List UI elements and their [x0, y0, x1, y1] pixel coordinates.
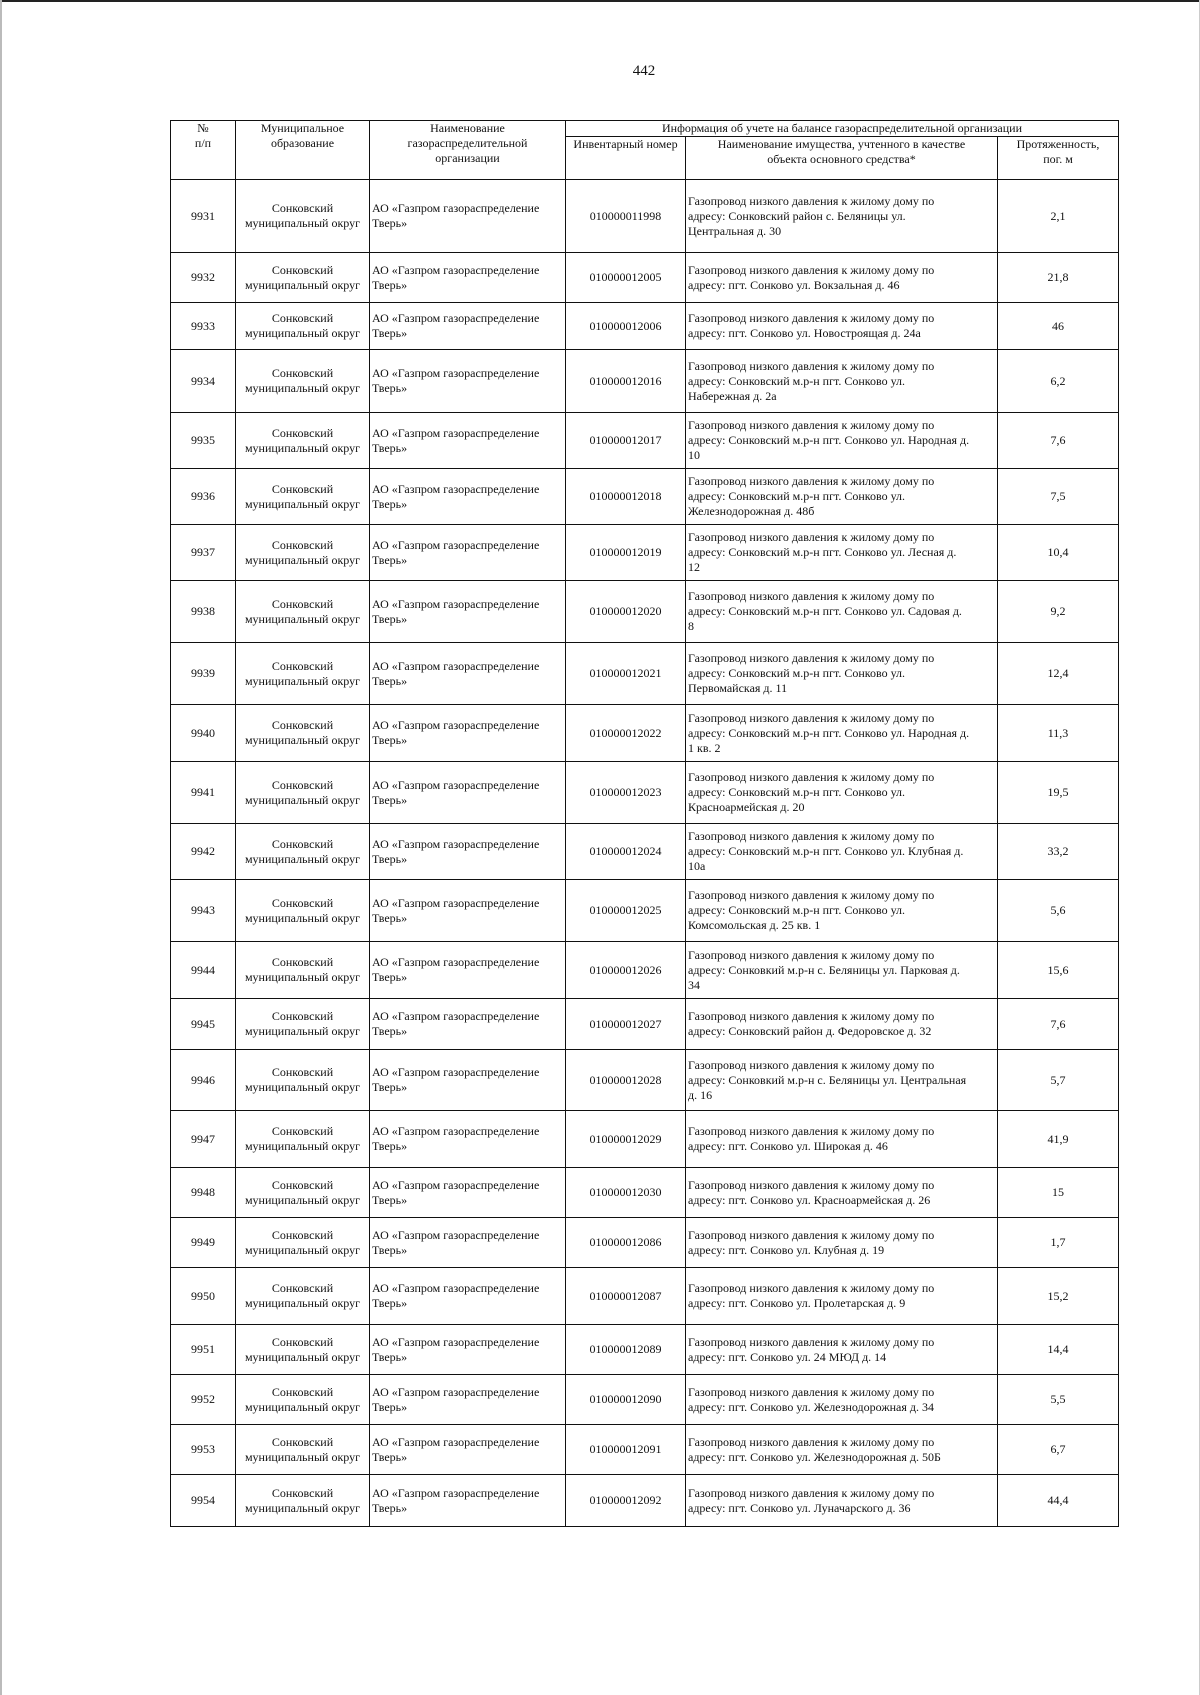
row-municipality: Сонковский муниципальный округ	[236, 350, 370, 413]
row-municipality: Сонковский муниципальный округ	[236, 1168, 370, 1218]
table-row	[171, 1475, 1119, 1527]
row-length: 6,2	[998, 350, 1119, 413]
row-municipality: Сонковский муниципальный округ	[236, 253, 370, 303]
row-inventory-number: 010000012090	[566, 1375, 686, 1425]
row-number: 9945	[171, 999, 236, 1050]
row-organization: АО «Газпром газораспределение Тверь»	[370, 1218, 566, 1268]
row-inventory-number: 010000012021	[566, 643, 686, 705]
table-row	[171, 705, 1119, 762]
row-inventory-number: 010000012086	[566, 1218, 686, 1268]
row-number: 9942	[171, 824, 236, 880]
row-property-description: Газопровод низкого давления к жилому дому по адресу: Сонковский м.р-н пгт. Сонково ул. Первомайская д. 11	[686, 643, 998, 705]
header-municipality: Муниципальное образование	[236, 121, 370, 180]
row-organization: АО «Газпром газораспределение Тверь»	[370, 469, 566, 525]
row-number: 9948	[171, 1168, 236, 1218]
row-length: 46	[998, 303, 1119, 350]
row-length: 15	[998, 1168, 1119, 1218]
row-number: 9943	[171, 880, 236, 942]
row-length: 7,6	[998, 413, 1119, 469]
row-municipality: Сонковский муниципальный округ	[236, 1218, 370, 1268]
row-length: 5,6	[998, 880, 1119, 942]
row-municipality: Сонковский муниципальный округ	[236, 581, 370, 643]
table-row	[171, 1425, 1119, 1475]
row-inventory-number: 010000012025	[566, 880, 686, 942]
row-municipality: Сонковский муниципальный округ	[236, 762, 370, 824]
gas-pipeline-ledger-table	[170, 120, 1119, 1527]
row-length: 44,4	[998, 1475, 1119, 1527]
row-municipality: Сонковский муниципальный округ	[236, 880, 370, 942]
row-property-description: Газопровод низкого давления к жилому дому по адресу: Сонковкий м.р-н с. Беляницы ул. Парковая д. 34	[686, 942, 998, 999]
table-row	[171, 1268, 1119, 1325]
table-row	[171, 350, 1119, 413]
table-row	[171, 942, 1119, 999]
row-number: 9944	[171, 942, 236, 999]
table-row	[171, 1325, 1119, 1375]
row-inventory-number: 010000012028	[566, 1050, 686, 1111]
row-property-description: Газопровод низкого давления к жилому дому по адресу: Сонковский м.р-н пгт. Сонково ул. Железнодорожная д. 48б	[686, 469, 998, 525]
row-number: 9941	[171, 762, 236, 824]
row-municipality: Сонковский муниципальный округ	[236, 1050, 370, 1111]
row-property-description: Газопровод низкого давления к жилому дому по адресу: Сонковский м.р-н пгт. Сонково ул. Народная д. 10	[686, 413, 998, 469]
row-organization: АО «Газпром газораспределение Тверь»	[370, 705, 566, 762]
row-property-description: Газопровод низкого давления к жилому дому по адресу: Сонковский район д. Федоровское д. 32	[686, 999, 998, 1050]
row-property-description: Газопровод низкого давления к жилому дому по адресу: Сонковский м.р-н пгт. Сонково ул. Лесная д. 12	[686, 525, 998, 581]
table-row	[171, 253, 1119, 303]
row-number: 9932	[171, 253, 236, 303]
row-property-description: Газопровод низкого давления к жилому дому по адресу: Сонковский м.р-н пгт. Сонково ул. Набережная д. 2а	[686, 350, 998, 413]
row-property-description: Газопровод низкого давления к жилому дому по адресу: Сонковский м.р-н пгт. Сонково ул. Народная д. 1 кв. 2	[686, 705, 998, 762]
row-municipality: Сонковский муниципальный округ	[236, 643, 370, 705]
header-accounting-info: Информация об учете на балансе газораспределительной организации	[566, 121, 1119, 137]
table-row	[171, 1111, 1119, 1168]
row-municipality: Сонковский муниципальный округ	[236, 824, 370, 880]
row-property-description: Газопровод низкого давления к жилому дому по адресу: Сонковкий м.р-н с. Беляницы ул. Центральная д. 16	[686, 1050, 998, 1111]
row-inventory-number: 010000012019	[566, 525, 686, 581]
row-municipality: Сонковский муниципальный округ	[236, 1425, 370, 1475]
row-organization: АО «Газпром газораспределение Тверь»	[370, 350, 566, 413]
row-municipality: Сонковский муниципальный округ	[236, 180, 370, 253]
row-number: 9947	[171, 1111, 236, 1168]
row-municipality: Сонковский муниципальный округ	[236, 999, 370, 1050]
header-number: № п/п	[171, 121, 236, 180]
row-organization: АО «Газпром газораспределение Тверь»	[370, 824, 566, 880]
table-row	[171, 880, 1119, 942]
row-organization: АО «Газпром газораспределение Тверь»	[370, 525, 566, 581]
row-property-description: Газопровод низкого давления к жилому дому по адресу: пгт. Сонково ул. Пролетарская д. 9	[686, 1268, 998, 1325]
row-inventory-number: 010000012029	[566, 1111, 686, 1168]
row-inventory-number: 010000011998	[566, 180, 686, 253]
row-municipality: Сонковский муниципальный округ	[236, 1325, 370, 1375]
row-municipality: Сонковский муниципальный округ	[236, 1375, 370, 1425]
row-organization: АО «Газпром газораспределение Тверь»	[370, 1425, 566, 1475]
table-row	[171, 525, 1119, 581]
table-row	[171, 1218, 1119, 1268]
row-municipality: Сонковский муниципальный округ	[236, 1268, 370, 1325]
row-organization: АО «Газпром газораспределение Тверь»	[370, 1111, 566, 1168]
table-row	[171, 469, 1119, 525]
row-organization: АО «Газпром газораспределение Тверь»	[370, 1268, 566, 1325]
page-number: 442	[632, 63, 656, 79]
row-organization: АО «Газпром газораспределение Тверь»	[370, 581, 566, 643]
row-organization: АО «Газпром газораспределение Тверь»	[370, 880, 566, 942]
row-municipality: Сонковский муниципальный округ	[236, 303, 370, 350]
row-inventory-number: 010000012092	[566, 1475, 686, 1527]
row-length: 9,2	[998, 581, 1119, 643]
row-length: 1,7	[998, 1218, 1119, 1268]
row-municipality: Сонковский муниципальный округ	[236, 1475, 370, 1527]
row-length: 5,7	[998, 1050, 1119, 1111]
row-length: 11,3	[998, 705, 1119, 762]
row-number: 9949	[171, 1218, 236, 1268]
row-inventory-number: 010000012026	[566, 942, 686, 999]
row-municipality: Сонковский муниципальный округ	[236, 413, 370, 469]
table-row	[171, 581, 1119, 643]
row-length: 7,5	[998, 469, 1119, 525]
row-organization: АО «Газпром газораспределение Тверь»	[370, 253, 566, 303]
table-row	[171, 180, 1119, 253]
row-organization: АО «Газпром газораспределение Тверь»	[370, 1050, 566, 1111]
row-inventory-number: 010000012017	[566, 413, 686, 469]
row-length: 12,4	[998, 643, 1119, 705]
row-number: 9954	[171, 1475, 236, 1527]
row-number: 9940	[171, 705, 236, 762]
table-row	[171, 824, 1119, 880]
row-property-description: Газопровод низкого давления к жилому дому по адресу: Сонковский м.р-н пгт. Сонково ул. Клубная д. 10а	[686, 824, 998, 880]
row-inventory-number: 010000012022	[566, 705, 686, 762]
row-property-description: Газопровод низкого давления к жилому дому по адресу: пгт. Сонково ул. Луначарского д. 36	[686, 1475, 998, 1527]
row-number: 9935	[171, 413, 236, 469]
row-number: 9953	[171, 1425, 236, 1475]
table-row	[171, 303, 1119, 350]
table-row	[171, 1050, 1119, 1111]
row-property-description: Газопровод низкого давления к жилому дому по адресу: Сонковский м.р-н пгт. Сонково ул. Комсомольская д. 25 кв. 1	[686, 880, 998, 942]
row-length: 33,2	[998, 824, 1119, 880]
row-inventory-number: 010000012006	[566, 303, 686, 350]
header-length: Протяженность, пог. м	[998, 137, 1119, 180]
row-inventory-number: 010000012018	[566, 469, 686, 525]
row-property-description: Газопровод низкого давления к жилому дому по адресу: пгт. Сонково ул. Широкая д. 46	[686, 1111, 998, 1168]
row-number: 9946	[171, 1050, 236, 1111]
row-municipality: Сонковский муниципальный округ	[236, 1111, 370, 1168]
row-length: 6,7	[998, 1425, 1119, 1475]
row-length: 19,5	[998, 762, 1119, 824]
row-organization: АО «Газпром газораспределение Тверь»	[370, 1475, 566, 1527]
row-inventory-number: 010000012024	[566, 824, 686, 880]
row-organization: АО «Газпром газораспределение Тверь»	[370, 643, 566, 705]
row-inventory-number: 010000012005	[566, 253, 686, 303]
row-property-description: Газопровод низкого давления к жилому дому по адресу: пгт. Сонково ул. Вокзальная д. 46	[686, 253, 998, 303]
row-organization: АО «Газпром газораспределение Тверь»	[370, 999, 566, 1050]
row-organization: АО «Газпром газораспределение Тверь»	[370, 1375, 566, 1425]
header-organization: Наименование газораспределительной организации	[370, 121, 566, 180]
table-row	[171, 999, 1119, 1050]
row-length: 15,2	[998, 1268, 1119, 1325]
row-organization: АО «Газпром газораспределение Тверь»	[370, 303, 566, 350]
scan-border-left	[0, 0, 2, 1695]
row-number: 9950	[171, 1268, 236, 1325]
row-length: 21,8	[998, 253, 1119, 303]
row-number: 9933	[171, 303, 236, 350]
row-municipality: Сонковский муниципальный округ	[236, 525, 370, 581]
row-number: 9951	[171, 1325, 236, 1375]
row-length: 7,6	[998, 999, 1119, 1050]
row-length: 10,4	[998, 525, 1119, 581]
row-number: 9939	[171, 643, 236, 705]
row-organization: АО «Газпром газораспределение Тверь»	[370, 762, 566, 824]
row-organization: АО «Газпром газораспределение Тверь»	[370, 413, 566, 469]
row-number: 9938	[171, 581, 236, 643]
table-row	[171, 1375, 1119, 1425]
row-inventory-number: 010000012087	[566, 1268, 686, 1325]
scan-border-top	[0, 0, 1200, 2]
row-municipality: Сонковский муниципальный округ	[236, 705, 370, 762]
row-property-description: Газопровод низкого давления к жилому дому по адресу: Сонковский район с. Беляницы ул. Центральная д. 30	[686, 180, 998, 253]
row-inventory-number: 010000012027	[566, 999, 686, 1050]
row-property-description: Газопровод низкого давления к жилому дому по адресу: Сонковский м.р-н пгт. Сонково ул. Садовая д. 8	[686, 581, 998, 643]
row-property-description: Газопровод низкого давления к жилому дому по адресу: пгт. Сонково ул. Новостроящая д. 24а	[686, 303, 998, 350]
row-inventory-number: 010000012023	[566, 762, 686, 824]
row-number: 9937	[171, 525, 236, 581]
table-row	[171, 413, 1119, 469]
row-organization: АО «Газпром газораспределение Тверь»	[370, 1168, 566, 1218]
header-inventory-number: Инвентарный номер	[566, 137, 686, 180]
row-property-description: Газопровод низкого давления к жилому дому по адресу: пгт. Сонково ул. Клубная д. 19	[686, 1218, 998, 1268]
row-property-description: Газопровод низкого давления к жилому дому по адресу: пгт. Сонково ул. Железнодорожная д. 50Б	[686, 1425, 998, 1475]
row-number: 9936	[171, 469, 236, 525]
row-organization: АО «Газпром газораспределение Тверь»	[370, 1325, 566, 1375]
row-municipality: Сонковский муниципальный округ	[236, 469, 370, 525]
row-length: 15,6	[998, 942, 1119, 999]
row-organization: АО «Газпром газораспределение Тверь»	[370, 180, 566, 253]
row-property-description: Газопровод низкого давления к жилому дому по адресу: пгт. Сонково ул. Красноармейская д. 26	[686, 1168, 998, 1218]
row-length: 41,9	[998, 1111, 1119, 1168]
row-length: 2,1	[998, 180, 1119, 253]
row-property-description: Газопровод низкого давления к жилому дому по адресу: пгт. Сонково ул. Железнодорожная д. 34	[686, 1375, 998, 1425]
row-number: 9934	[171, 350, 236, 413]
row-inventory-number: 010000012030	[566, 1168, 686, 1218]
row-inventory-number: 010000012016	[566, 350, 686, 413]
table-row	[171, 1168, 1119, 1218]
row-property-description: Газопровод низкого давления к жилому дому по адресу: пгт. Сонково ул. 24 МЮД д. 14	[686, 1325, 998, 1375]
row-inventory-number: 010000012091	[566, 1425, 686, 1475]
header-row-top	[171, 121, 1119, 137]
header-property-description: Наименование имущества, учтенного в качестве объекта основного средства*	[686, 137, 998, 180]
row-number: 9952	[171, 1375, 236, 1425]
row-organization: АО «Газпром газораспределение Тверь»	[370, 942, 566, 999]
row-length: 14,4	[998, 1325, 1119, 1375]
row-number: 9931	[171, 180, 236, 253]
row-property-description: Газопровод низкого давления к жилому дому по адресу: Сонковский м.р-н пгт. Сонково ул. Красноармейская д. 20	[686, 762, 998, 824]
row-inventory-number: 010000012020	[566, 581, 686, 643]
row-inventory-number: 010000012089	[566, 1325, 686, 1375]
table-row	[171, 643, 1119, 705]
row-municipality: Сонковский муниципальный округ	[236, 942, 370, 999]
table-row	[171, 762, 1119, 824]
row-length: 5,5	[998, 1375, 1119, 1425]
